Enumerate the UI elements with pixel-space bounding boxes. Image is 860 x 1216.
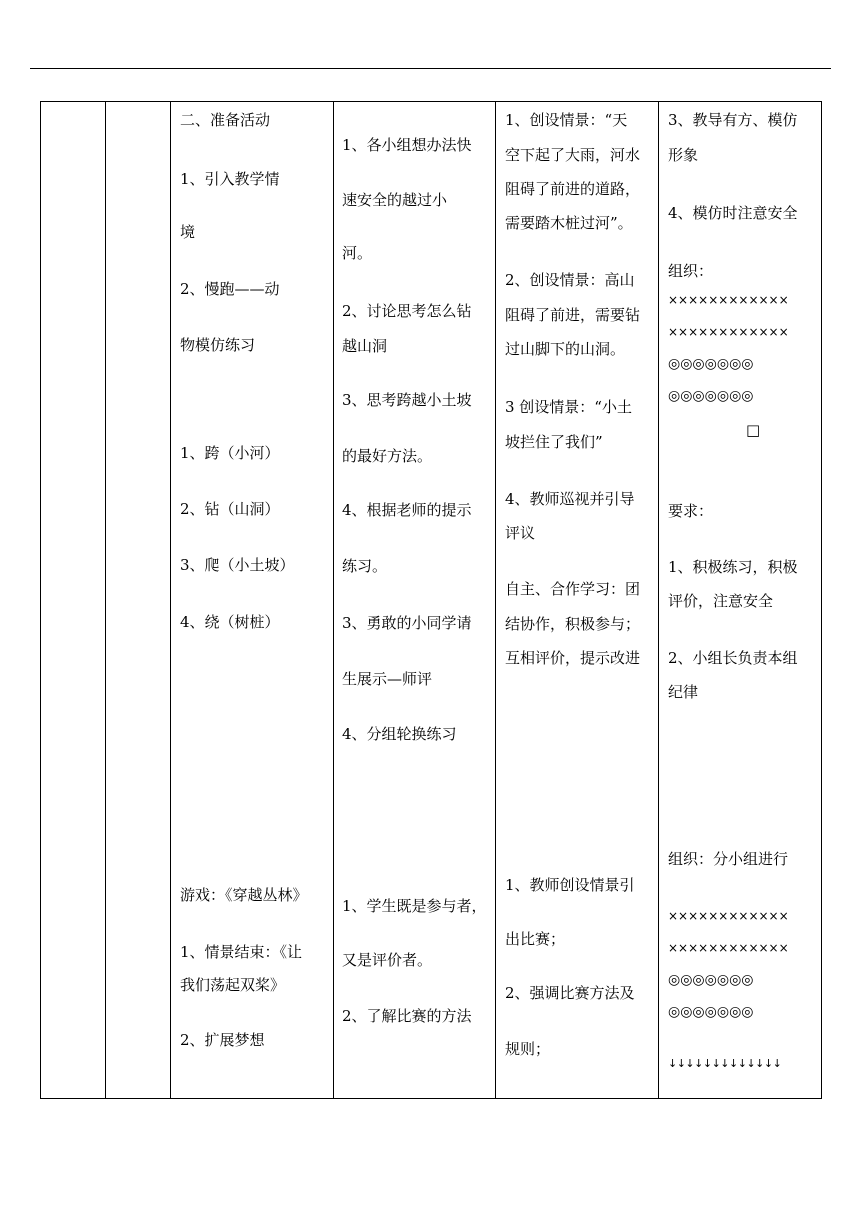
guidance-line: 1、创设情景：“天 (505, 111, 628, 129)
organization-column (658, 102, 821, 1098)
activity-line: 速安全的越过小 (342, 191, 448, 209)
content-line: 1、跨（小河） (180, 444, 280, 462)
guidance-line: 空下起了大雨，河水 (505, 146, 641, 164)
lesson-plan-table (40, 101, 822, 1099)
guidance-line: 互相评价，提示改进 (505, 649, 641, 667)
guidance-line: 3 创设情景：“小土 (505, 398, 632, 416)
formation-circle-row: ◎◎◎◎◎◎◎ (668, 972, 754, 988)
content-line: 1、情景结束：《让 (180, 943, 303, 961)
content-line: 物模仿练习 (180, 336, 256, 354)
content-line: 二、准备活动 (180, 111, 271, 129)
guidance-line: 2、创设情景：高山 (505, 271, 635, 289)
organization-line: 1、积极练习，积极 (668, 558, 798, 576)
formation-cross-row: ×××××××××××× (668, 325, 789, 339)
activity-line: 2、了解比赛的方法 (342, 1007, 472, 1025)
organization-line: 纪律 (668, 683, 699, 701)
organization-line: 评价，注意安全 (668, 592, 774, 610)
activity-line: 又是评价者。 (342, 951, 433, 969)
organization-line: 要求： (668, 502, 714, 520)
organization-line: 4、模仿时注意安全 (668, 204, 798, 222)
guidance-line: 4、教师巡视并引导 (505, 490, 635, 508)
teacher-guidance-column (495, 102, 658, 1098)
guidance-line: 评议 (505, 524, 536, 542)
activity-line: 的最好方法。 (342, 447, 433, 465)
movement-arrow-row: ↓↓↓↓↓↓↓↓↓↓↓↓↓ (668, 1057, 782, 1070)
guidance-line: 阻碍了前进的道路， (505, 180, 641, 198)
activity-line: 越山洞 (342, 337, 388, 355)
header-rule (30, 68, 831, 69)
empty-cell-2 (105, 102, 170, 1098)
activity-line: 练习。 (342, 557, 388, 575)
formation-cross-row: ×××××××××××× (668, 941, 789, 955)
guidance-line: 1、教师创设情景引 (505, 876, 635, 894)
content-line: 我们荡起双桨》 (180, 976, 286, 994)
formation-circle-row: ◎◎◎◎◎◎◎ (668, 1004, 754, 1020)
content-column (170, 102, 333, 1098)
guidance-line: 结协作，积极参与； (505, 615, 641, 633)
guidance-line: 需要踏木桩过河”。 (505, 214, 633, 232)
guidance-line: 出比赛； (505, 930, 566, 948)
guidance-line: 坡拦住了我们” (505, 433, 603, 451)
activity-line: 4、分组轮换练习 (342, 725, 457, 743)
activity-line: 3、思考跨越小土坡 (342, 391, 472, 409)
organization-line: 3、教导有方、模仿 (668, 111, 798, 129)
activity-line: 2、讨论思考怎么钻 (342, 302, 472, 320)
activity-line: 河。 (342, 244, 373, 262)
student-activity-column (333, 102, 495, 1098)
content-line: 境 (180, 223, 196, 241)
guidance-line: 规则； (505, 1040, 551, 1058)
guidance-line: 阻碍了前进，需要钻 (505, 306, 641, 324)
activity-line: 1、学生既是参与者， (342, 897, 487, 915)
content-line: 2、钻（山洞） (180, 500, 280, 518)
content-line: 2、慢跑——动 (180, 280, 280, 298)
content-line: 4、绕（树桩） (180, 613, 280, 631)
teacher-position-square: □ (746, 421, 761, 439)
formation-circle-row: ◎◎◎◎◎◎◎ (668, 356, 754, 372)
guidance-line: 过山脚下的山洞。 (505, 340, 626, 358)
activity-line: 生展示—师评 (342, 670, 433, 688)
content-line: 游戏：《穿越丛林》 (180, 886, 308, 904)
guidance-line: 自主、合作学习：团 (505, 580, 641, 598)
formation-circle-row: ◎◎◎◎◎◎◎ (668, 388, 754, 404)
empty-cell-1 (41, 102, 105, 1098)
activity-line: 3、勇敢的小同学请 (342, 614, 472, 632)
organization-line: 组织：分小组进行 (668, 850, 789, 868)
organization-line: 组织： (668, 262, 714, 280)
organization-line: 形象 (668, 146, 699, 164)
content-line: 3、爬（小土坡） (180, 556, 295, 574)
activity-line: 1、各小组想办法快 (342, 136, 472, 154)
formation-cross-row: ×××××××××××× (668, 293, 789, 307)
guidance-line: 2、强调比赛方法及 (505, 984, 635, 1002)
formation-cross-row: ×××××××××××× (668, 909, 789, 923)
activity-line: 4、根据老师的提示 (342, 501, 472, 519)
content-line: 1、引入教学情 (180, 170, 280, 188)
organization-line: 2、小组长负责本组 (668, 649, 798, 667)
content-line: 2、扩展梦想 (180, 1031, 265, 1049)
